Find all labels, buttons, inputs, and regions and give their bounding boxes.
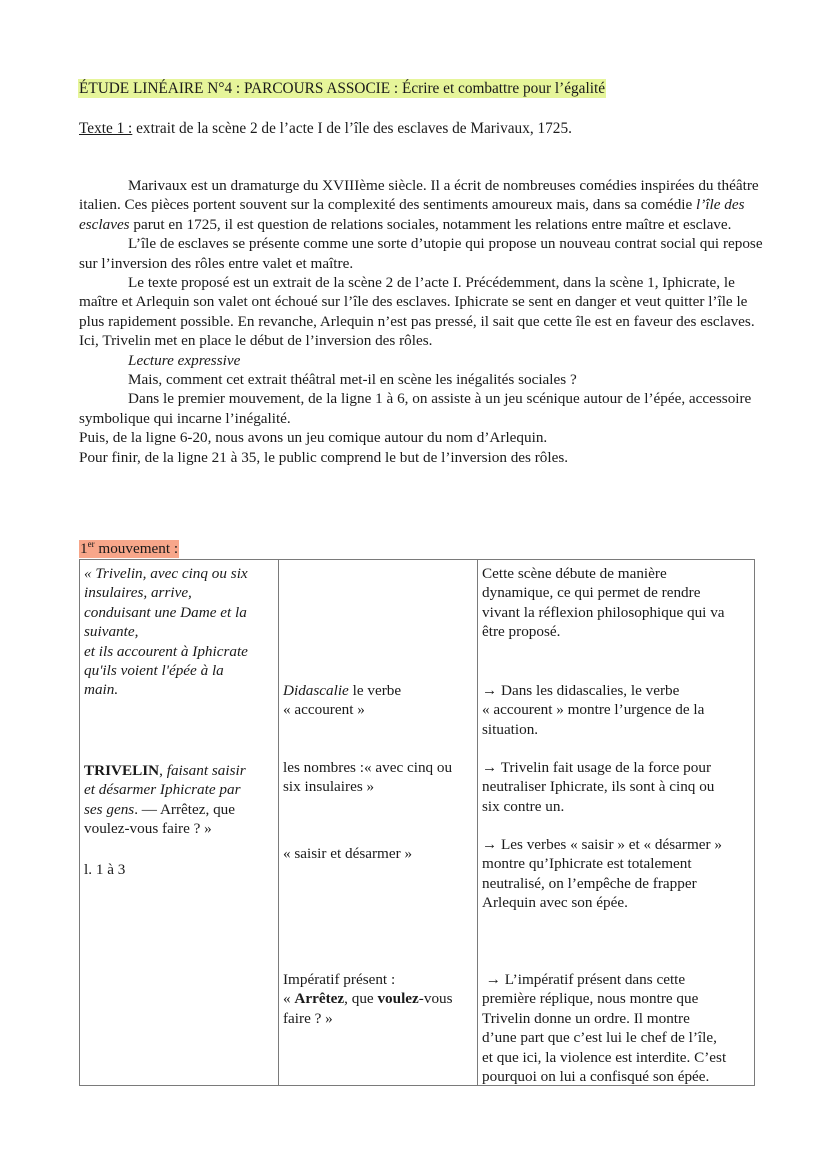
quote-line: conduisant une Dame et la (84, 603, 247, 621)
movement-heading (79, 540, 179, 558)
interpretation-line: être proposé. (482, 623, 561, 641)
reading-note (79, 351, 769, 370)
interpretation-line: → Les verbes « saisir » et « désarmer » (482, 836, 722, 853)
interpretation-verbs (482, 835, 750, 913)
quote-line: insulaires, arrive, (84, 584, 192, 602)
interpretation-line: d’une part que c’est lui le chef de l’île, (482, 1029, 717, 1047)
interpretation-line: et que ici, la violence est interdite. C’est (482, 1048, 727, 1066)
quote-line: et ils accourent à Iphicrate (84, 642, 248, 660)
interpretation-didascalie (482, 681, 750, 739)
interpretation-line: → L’impératif présent dans cette (482, 971, 686, 988)
intro-paragraph-context: Le texte proposé est un extrait de la scène 2 de l’acte I. Précédemment, dans la scène 1, Iphicrate, le maître et Arlequin son valet ont échoué sur l’île des esclaves. Iphicrate se sent en danger et veut quitter l’île le plus rapidement possible. En revanche, Arlequin n’est pas pressé, il sait que cette île est en faveur des esclaves. Ici, Trivelin met en place le début de l’inversion des rôles. (79, 274, 755, 350)
quote-line: main. (84, 681, 119, 699)
interpretation-line: neutralisé, on l’empêche de frapper (482, 874, 697, 892)
movement-ordinal: er (87, 539, 95, 549)
replique-text: Arrêtez, que (159, 800, 236, 818)
process-text: les nombres :« avec cinq ou (283, 759, 453, 776)
interpretation-line: dynamique, ce qui permet de rendre (482, 584, 701, 602)
intro-paragraph-author (79, 176, 769, 234)
action-text: et désarmer Iphicrate par (84, 781, 241, 799)
dash: . — (134, 800, 160, 818)
introduction (79, 176, 769, 467)
quote-line: « Trivelin, avec cinq ou six (84, 565, 248, 582)
process-text: , que (344, 990, 378, 1008)
replique-text: voulez-vous faire ? » (84, 820, 212, 838)
table-row (80, 560, 755, 1086)
interpretation-line: six contre un. (482, 797, 565, 815)
separator: , (159, 762, 167, 779)
interpretation-line: situation. (482, 720, 539, 738)
speaker-name: TRIVELIN (84, 762, 160, 779)
interpretation-line: neutraliser Iphicrate, ils sont à cinq ou (482, 778, 715, 796)
intro-text: Marivaux est un dramaturge du XVIIIème siècle. Il a écrit de nombreuses comédies inspirées du théâtre italien. Ces pièces portent souvent sur la complexité des sentiments amoureux mais, dans sa comédie (79, 177, 759, 214)
interpretation-line: Trivelin donne un ordre. Il montre (482, 1009, 690, 1027)
process-text: six insulaires » (283, 778, 375, 796)
interpretation-imperative (482, 970, 750, 1086)
interpretation-line: Arlequin avec son épée. (482, 894, 628, 912)
interpretation-line: première réplique, nous montre que (482, 990, 699, 1008)
process-column (279, 560, 478, 1086)
interpretation-line: vivant la réflexion philosophique qui va (482, 603, 725, 621)
movement-number: 1 (80, 540, 88, 557)
emphasized-verb: voulez (377, 990, 419, 1008)
emphasized-verb: Arrêtez (294, 990, 345, 1008)
plan-movement-2: Puis, de la ligne 6-20, nous avons un jeu comique autour du nom d’Arlequin. (79, 429, 548, 447)
process-text: -vous (418, 990, 453, 1008)
interpretation-column (478, 560, 755, 1086)
action-text: ses gens (84, 800, 135, 818)
plan-movement-3: Pour finir, de la ligne 21 à 35, le public comprend le but de l’inversion des rôles. (79, 448, 569, 466)
quote-line: suivante, (84, 623, 139, 641)
process-numbers (283, 758, 473, 797)
process-text: le verbe (348, 682, 402, 699)
movement-label-text: mouvement : (94, 540, 179, 557)
trivelin-replique (84, 761, 274, 839)
intro-text: parut en 1725, il est question de relations sociales, notamment les relations entre maître et esclave. (129, 215, 732, 233)
problematic: Mais, comment cet extrait théâtral met-il en scène les inégalités sociales ? (128, 371, 577, 389)
interpretation-line: pourquoi on lui a confisqué son épée. (482, 1068, 710, 1086)
intro-paragraph-utopia: L’île de esclaves se présente comme une sorte d’utopie qui propose un nouveau contrat social qui repose sur l’inversion des rôles entre valet et maître. (79, 235, 763, 272)
process-imperative (283, 970, 473, 1028)
action-text: faisant saisir (166, 762, 246, 779)
line-reference: l. 1 à 3 (84, 861, 126, 878)
interpretation-opening (482, 564, 750, 642)
interpretation-line: → Trivelin fait usage de la force pour (482, 759, 712, 776)
process-didascalie (283, 681, 473, 720)
quote-line: qu'ils voient l'épée à la (84, 662, 224, 680)
interpretation-line: Cette scène débute de manière (482, 565, 667, 582)
interpretation-line: « accourent » montre l’urgence de la (482, 701, 705, 719)
interpretation-line: → Dans les didascalies, le verbe (482, 682, 680, 699)
text-reference-details: extrait de la scène 2 de l’acte I de l’île des esclaves de Marivaux, 1725. (132, 120, 572, 137)
process-text: « (283, 990, 295, 1008)
work-title: l’île des esclaves (79, 196, 745, 233)
process-term: Didascalie (283, 682, 349, 699)
document-title: ÉTUDE LINÉAIRE N°4 : PARCOURS ASSOCIE : Écrire et combattre pour l’égalité (79, 80, 605, 97)
reading-note-text: Lecture expressive (128, 351, 241, 369)
stage-direction (84, 564, 274, 700)
text-reference (79, 119, 572, 138)
process-verbs: « saisir et désarmer » (283, 845, 413, 862)
interpretation-force (482, 758, 750, 816)
process-term: Impératif présent : (283, 971, 396, 988)
interpretation-line: montre qu’Iphicrate est totalement (482, 855, 692, 873)
process-text: faire ? » (283, 1009, 333, 1027)
process-text: « accourent » (283, 701, 365, 719)
quote-column (80, 560, 279, 1086)
text-reference-label: Texte 1 : (79, 120, 133, 137)
plan-movement-1: Dans le premier mouvement, de la ligne 1 à 6, on assiste à un jeu scénique autour de l’épée, accessoire symbolique qui incarne l’inégalité. (79, 390, 752, 427)
analysis-table (79, 559, 755, 1086)
